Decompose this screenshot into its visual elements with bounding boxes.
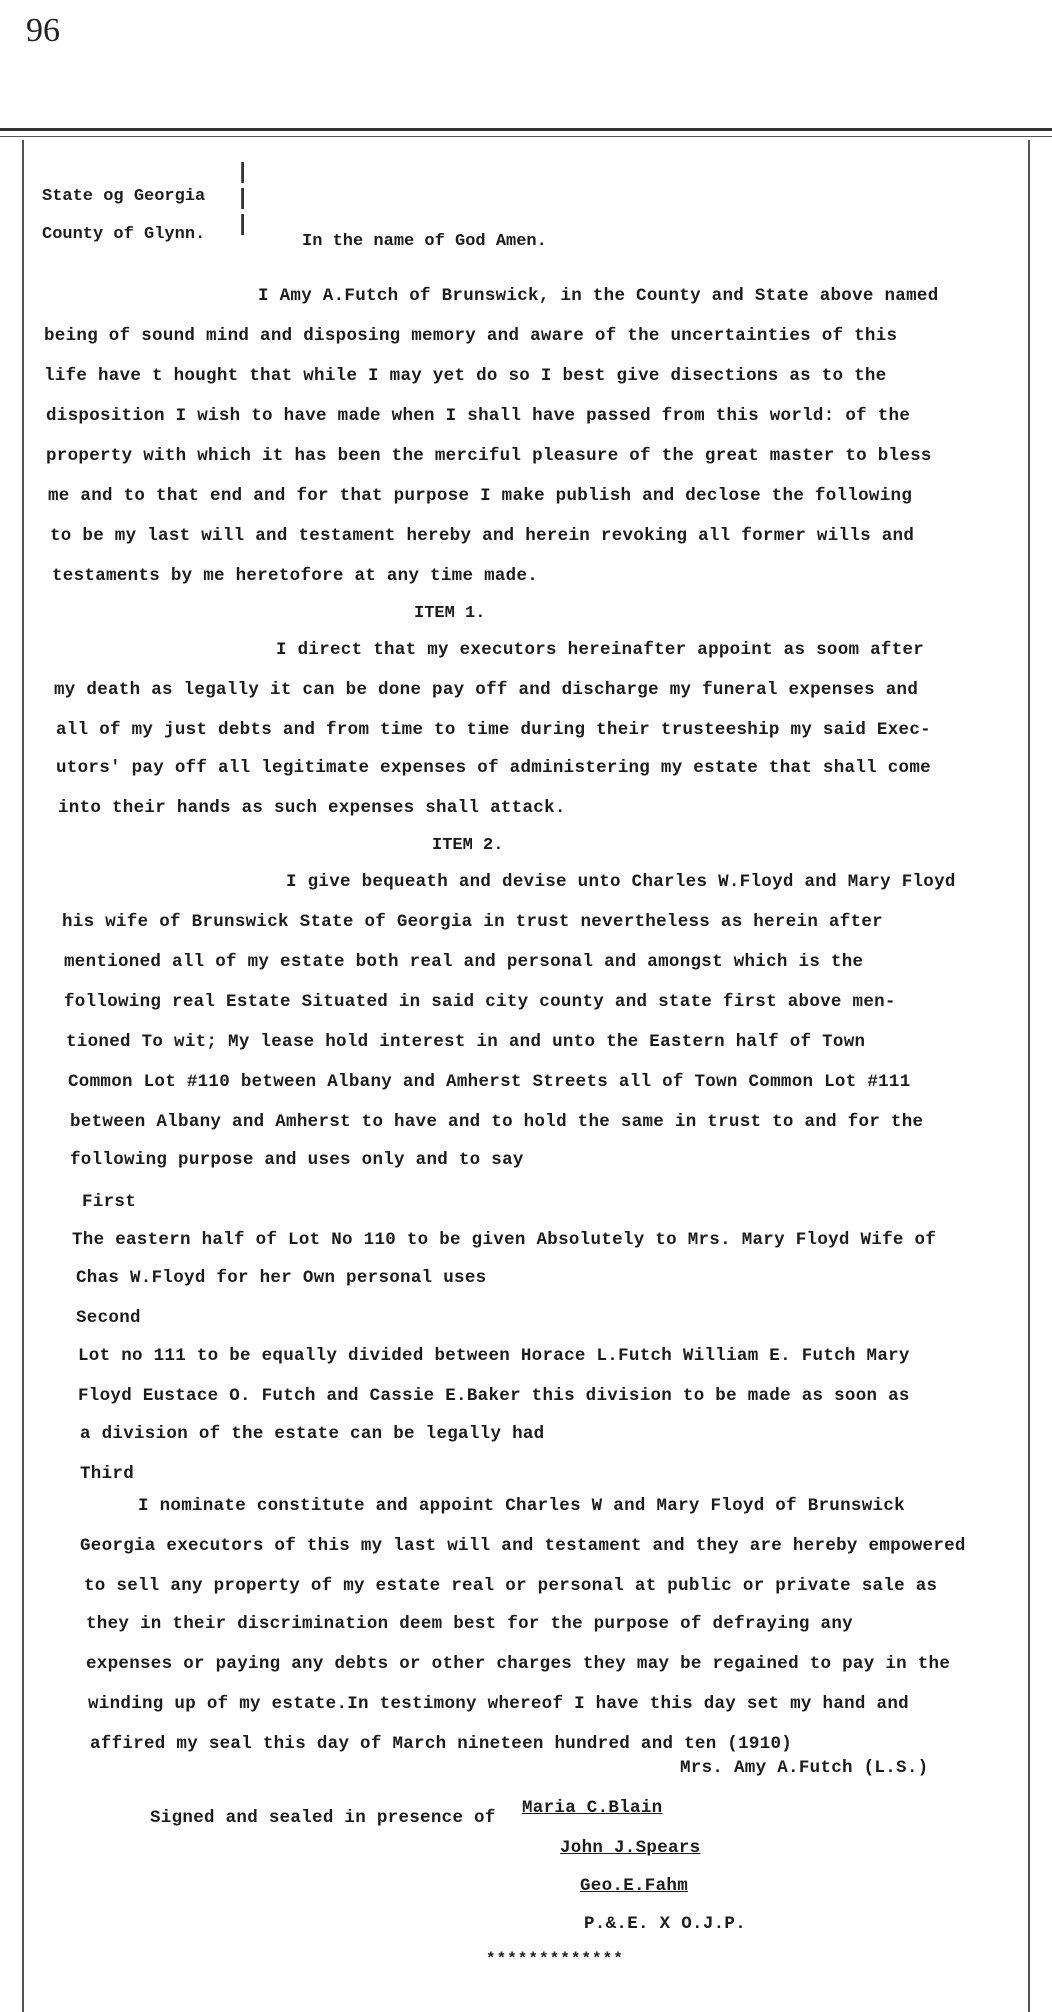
second-line: a division of the estate can be legally had bbox=[80, 1424, 545, 1444]
bracket-mark: | | | bbox=[236, 160, 250, 237]
third-heading: Third bbox=[80, 1464, 135, 1484]
item2-line: tioned To wit; My lease hold interest in and unto the Eastern half of Town bbox=[66, 1032, 866, 1052]
second-line: Floyd Eustace O. Futch and Cassie E.Baker this division to be made as soon as bbox=[78, 1386, 910, 1406]
second-line: Lot no 111 to be equally divided between Horace L.Futch William E. Futch Mary bbox=[78, 1346, 910, 1366]
notary-mark: P.&.E. X O.J.P. bbox=[584, 1914, 747, 1934]
heading-block bbox=[42, 178, 205, 254]
item2-line: between Albany and Amherst to have and to hold the same in trust to and for the bbox=[70, 1112, 924, 1132]
first-line: Chas W.Floyd for her Own personal uses bbox=[76, 1268, 487, 1288]
third-line: winding up of my estate.In testimony whereof I have this day set my hand and bbox=[88, 1694, 909, 1714]
preamble-line: life have t hought that while I may yet do so I best give disections as to the bbox=[44, 366, 887, 386]
first-line: The eastern half of Lot No 110 to be given Absolutely to Mrs. Mary Floyd Wife of bbox=[72, 1230, 937, 1250]
top-rule bbox=[0, 128, 1052, 137]
item2-heading: ITEM 2. bbox=[432, 836, 504, 855]
witness-intro: Signed and sealed in presence of bbox=[150, 1808, 496, 1828]
third-line: I nominate constitute and appoint Charles W and Mary Floyd of Brunswick bbox=[138, 1496, 905, 1516]
preamble-line: property with which it has been the merciful pleasure of the great master to bless bbox=[46, 446, 932, 466]
third-line: to sell any property of my estate real or personal at public or private sale as bbox=[84, 1576, 938, 1596]
third-line: affired my seal this day of March nineteen hundred and ten (1910) bbox=[90, 1734, 793, 1754]
item2-line: following purpose and uses only and to say bbox=[70, 1150, 524, 1170]
county-line: County of Glynn. bbox=[42, 225, 206, 244]
item1-heading: ITEM 1. bbox=[414, 604, 486, 623]
page-number: 96 bbox=[26, 12, 60, 49]
preamble-line: to be my last will and testament hereby and herein revoking all former wills and bbox=[50, 526, 915, 546]
invocation: In the name of God Amen. bbox=[302, 232, 547, 251]
item1-line: into their hands as such expenses shall attack. bbox=[58, 798, 566, 818]
first-heading: First bbox=[82, 1192, 137, 1212]
third-line: Georgia executors of this my last will and testament and they are hereby empowered bbox=[80, 1536, 966, 1556]
witness-1: Maria C.Blain bbox=[522, 1798, 663, 1818]
item2-line: mentioned all of my estate both real and personal and amongst which is the bbox=[64, 952, 864, 972]
closing-stars: ************* bbox=[486, 1950, 624, 1968]
item1-line: all of my just debts and from time to time during their trusteeship my said Exec- bbox=[56, 720, 931, 740]
preamble-line: I Amy A.Futch of Brunswick, in the County and State above named bbox=[258, 286, 939, 306]
item1-line: my death as legally it can be done pay off and discharge my funeral expenses and bbox=[54, 680, 919, 700]
item1-line: I direct that my executors hereinafter appoint as soom after bbox=[276, 640, 925, 660]
item2-line: I give bequeath and devise unto Charles W.Floyd and Mary Floyd bbox=[286, 872, 956, 892]
witness-2: John J.Spears bbox=[560, 1838, 701, 1858]
preamble-line: testaments by me heretofore at any time made. bbox=[52, 566, 539, 586]
witness-3: Geo.E.Fahm bbox=[580, 1876, 689, 1896]
item2-line: his wife of Brunswick State of Georgia in trust nevertheless as herein after bbox=[62, 912, 883, 932]
testator-signature: Mrs. Amy A.Futch (L.S.) bbox=[680, 1758, 929, 1778]
preamble-line: being of sound mind and disposing memory and aware of the uncertainties of this bbox=[44, 326, 898, 346]
preamble-line: disposition I wish to have made when I shall have passed from this world: of the bbox=[46, 406, 911, 426]
state-line: State og Georgia bbox=[42, 187, 206, 206]
item2-line: following real Estate Situated in said city county and state first above men- bbox=[64, 992, 896, 1012]
item1-line: utors' pay off all legitimate expenses of administering my estate that shall come bbox=[56, 758, 931, 778]
preamble-line: me and to that end and for that purpose I make publish and declose the following bbox=[48, 486, 913, 506]
second-heading: Second bbox=[76, 1308, 141, 1328]
third-line: they in their discrimination deem best for the purpose of defraying any bbox=[86, 1614, 853, 1634]
third-line: expenses or paying any debts or other charges they may be regained to pay in the bbox=[86, 1654, 951, 1674]
item2-line: Common Lot #110 between Albany and Amherst Streets all of Town Common Lot #111 bbox=[68, 1072, 911, 1092]
